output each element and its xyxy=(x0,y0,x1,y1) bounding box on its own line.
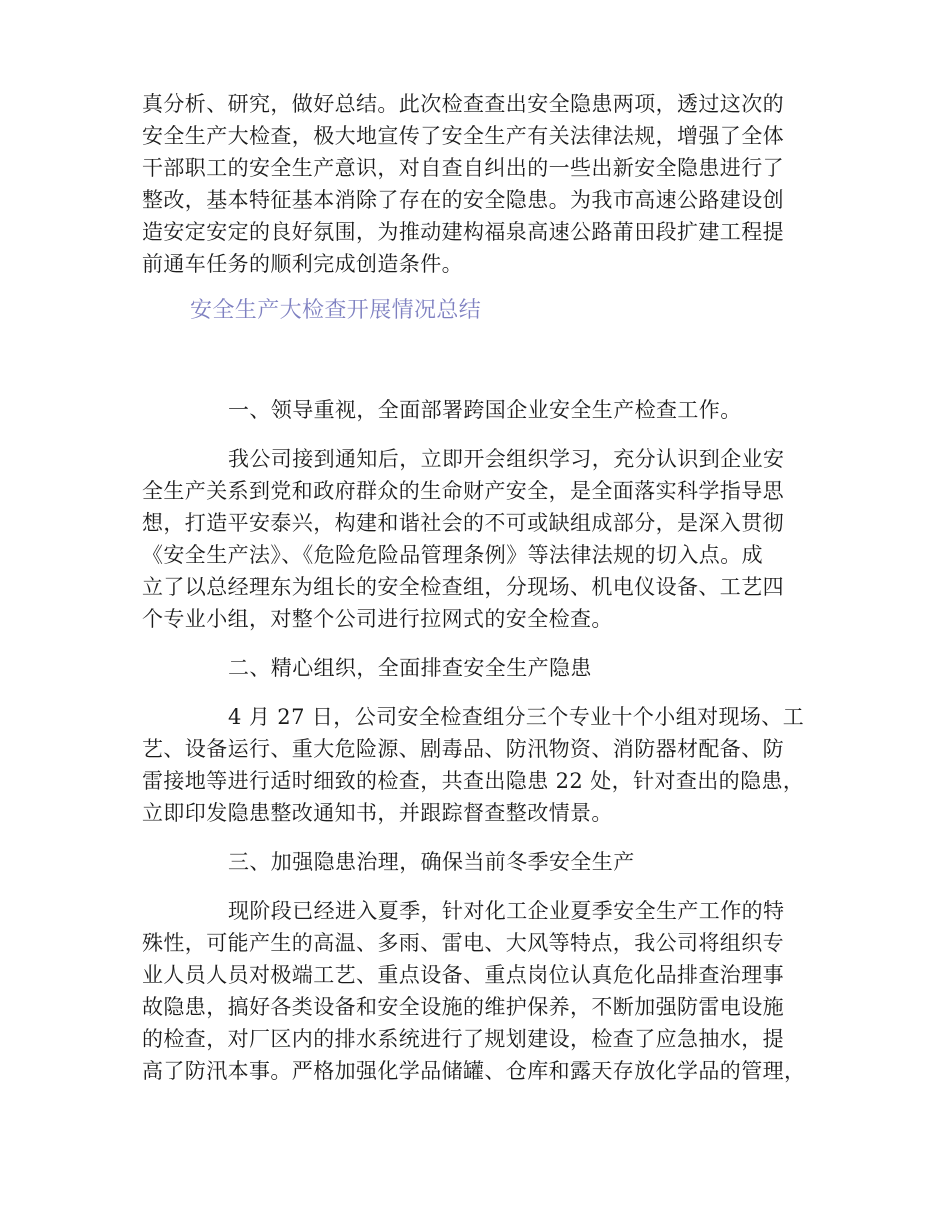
text-line: 立即印发隐患整改通知书，并跟踪督查整改情景。 xyxy=(142,801,613,825)
section-heading-3: 三、加强隐患治理，确保当前冬季安全生产 xyxy=(228,850,635,874)
text-line: 真分析、研究，做好总结。此次检查查出安全隐患两项，透过这次的 xyxy=(142,92,784,116)
text-line: 个专业小组，对整个公司进行拉网式的安全检查。 xyxy=(142,607,613,631)
text-line: 干部职工的安全生产意识，对自查自纠出的一些出新安全隐患进行了 xyxy=(142,156,784,180)
text-line: 故隐患，搞好各类设备和安全设施的维护保养，不断加强防雷电设施 xyxy=(142,995,784,1019)
paragraph-2 xyxy=(142,701,810,829)
text-line: 业人员人员对极端工艺、重点设备、重点岗位认真危化品排查治理事 xyxy=(142,963,784,987)
text-line: 整改，基本特征基本消除了存在的安全隐患。为我市高速公路建设创 xyxy=(142,188,784,212)
text-line: 我公司接到通知后，立即开会组织学习，充分认识到企业安 xyxy=(228,447,785,471)
text-line: 全生产关系到党和政府群众的生命财产安全，是全面落实科学指导思 xyxy=(142,479,784,503)
text-line: 4 月 27 日，公司安全检查组分三个专业十个小组对现场、工 xyxy=(228,705,805,729)
text-line: 《安全生产法》、《危险危险品管理条例》等法律法规的切入点。成 xyxy=(142,543,763,567)
text-line: 想，打造平安泰兴，构建和谐社会的不可或缺组成部分，是深入贯彻 xyxy=(142,511,784,535)
text-line: 的检查，对厂区内的排水系统进行了规划建设，检查了应急抽水，提 xyxy=(142,1027,784,1051)
paragraph-3 xyxy=(142,895,810,1087)
text-line: 殊性，可能产生的高温、多雨、雷电、大风等特点，我公司将组织专 xyxy=(142,931,784,955)
text-line: 高了防汛本事。严格加强化学品储罐、仓库和露天存放化学品的管理， xyxy=(142,1059,806,1083)
text-line: 前通车任务的顺利完成创造条件。 xyxy=(142,252,463,276)
section-heading-2: 二、精心组织，全面排查安全生产隐患 xyxy=(228,656,592,680)
paragraph-1 xyxy=(142,443,810,635)
text-line: 造安定安定的良好氛围，为推动建构福泉高速公路莆田段扩建工程提 xyxy=(142,220,784,244)
text-line: 雷接地等进行适时细致的检查，共查出隐患 22 处，针对查出的隐患， xyxy=(142,769,805,793)
section-heading-1: 一、领导重视，全面部署跨国企业安全生产检查工作。 xyxy=(228,398,742,422)
text-line: 立了以总经理东为组长的安全检查组，分现场、机电仪设备、工艺四 xyxy=(142,575,784,599)
text-line: 现阶段已经进入夏季，针对化工企业夏季安全生产工作的特 xyxy=(228,899,785,923)
document-page xyxy=(142,88,810,1087)
text-line: 安全生产大检查，极大地宣传了安全生产有关法律法规，增强了全体 xyxy=(142,124,784,148)
text-line: 艺、设备运行、重大危险源、剧毒品、防汛物资、消防器材配备、防 xyxy=(142,737,784,761)
intro-paragraph xyxy=(142,88,810,280)
document-title: 安全生产大检查开展情况总结 xyxy=(190,298,482,323)
